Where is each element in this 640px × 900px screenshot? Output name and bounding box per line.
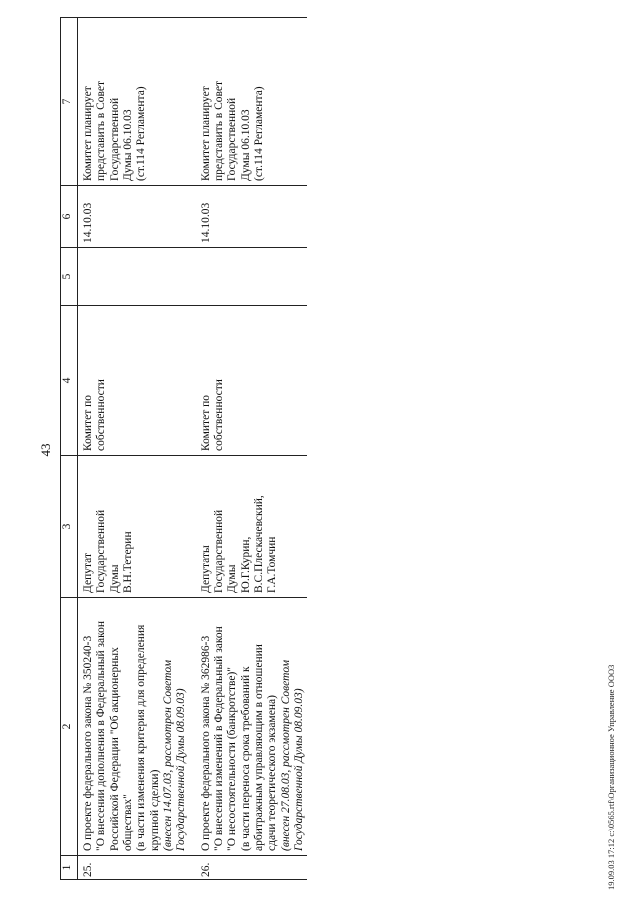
initiator-line: Депутаты (199, 545, 212, 593)
date-cell: 14.10.03 (78, 186, 199, 248)
submission-note: Государственной Думы 08.09.03) (292, 688, 305, 851)
note-line: Комитет планирует (82, 86, 94, 181)
description-line: "О внесении изменений в Федеральный закон (212, 626, 225, 851)
committee-line: собственности (95, 379, 108, 451)
note-cell (78, 18, 199, 186)
initiator-line: В.Н.Тетерин (121, 531, 134, 593)
rotated-page (10, 10, 616, 890)
column-header-2: 2 (61, 598, 78, 856)
table-header-row (61, 18, 78, 880)
date-cell: 14.10.03 (199, 186, 308, 248)
bill-description (199, 598, 308, 856)
column-header-4: 4 (61, 306, 78, 456)
initiator-line: Ю.Г.Курин, (239, 536, 252, 593)
bill-description (78, 598, 199, 856)
initiator-line: Депутат (82, 553, 94, 593)
submission-note: Государственной Думы 08.09.03) (175, 688, 188, 851)
note-line: Комитет планирует (199, 86, 212, 181)
note-line: Государственной (108, 97, 121, 181)
row-number: 26. (199, 856, 308, 880)
column-header-6: 6 (61, 186, 78, 248)
description-line: (в части переноса срока требований к (239, 666, 252, 851)
table-row (78, 18, 199, 880)
initiator-line: Думы (226, 564, 239, 593)
initiator-line: Государственной (212, 509, 225, 593)
column-header-3: 3 (61, 456, 78, 598)
initiator-line: Государственной (95, 509, 108, 593)
column-header-7: 7 (61, 18, 78, 186)
description-line: О проекте федерального закона № 350240-3 (82, 635, 94, 851)
note-line: представить в Совет (95, 80, 108, 181)
page-number: 43 (38, 443, 53, 457)
responsible-committee (199, 306, 308, 456)
committee-line: Комитет по (82, 395, 94, 451)
description-line: О проекте федерального закона № 362986-3 (199, 635, 212, 851)
committee-line: Комитет по (199, 395, 212, 451)
row-number: 25. (78, 856, 199, 880)
description-line: крупной сделки) (148, 769, 161, 851)
description-line: Российской Федерации "Об акционерных (108, 647, 121, 851)
submission-note: (внесен 27.08.03, рассмотрен Советом (279, 659, 292, 851)
column-5-cell (199, 248, 308, 306)
initiator-line: Г.А.Томчин (266, 536, 279, 593)
note-line: представить в Совет (212, 80, 225, 181)
initiator-line: Думы (108, 564, 121, 593)
initiator (199, 456, 308, 598)
note-line: (ст.114 Регламента) (135, 86, 148, 181)
column-header-5: 5 (61, 248, 78, 306)
note-line: (ст.114 Регламента) (252, 86, 265, 181)
description-line: "О внесении дополнения в Федеральный закон (95, 620, 108, 851)
description-line: сдачи теоретического экзамена) (266, 695, 279, 851)
responsible-committee (78, 306, 199, 456)
description-line: "О несостоятельности (банкротстве)" (226, 667, 239, 851)
bill-schedule-table (60, 17, 307, 880)
table-row (199, 18, 308, 880)
note-cell (199, 18, 308, 186)
description-line: (в части изменения критерия для определения (135, 624, 148, 851)
note-line: Государственной (226, 97, 239, 181)
note-line: Думы 06.10.03 (239, 109, 252, 181)
note-line: Думы 06.10.03 (121, 109, 134, 181)
column-header-1: 1 (61, 856, 78, 880)
description-line: обществах" (121, 794, 134, 851)
description-line: арбитражным управляющим в отношении (252, 644, 265, 851)
committee-line: собственности (212, 379, 225, 451)
submission-note: (внесен 14.07.03, рассмотрен Советом (161, 659, 174, 851)
initiator (78, 456, 199, 598)
column-5-cell (78, 248, 199, 306)
print-footer: 19.09.03 17:12 c:\0565.rtf\Организационное Управление ООО3 (606, 664, 616, 890)
initiator-line: В.С.Плескачевский, (252, 495, 265, 593)
